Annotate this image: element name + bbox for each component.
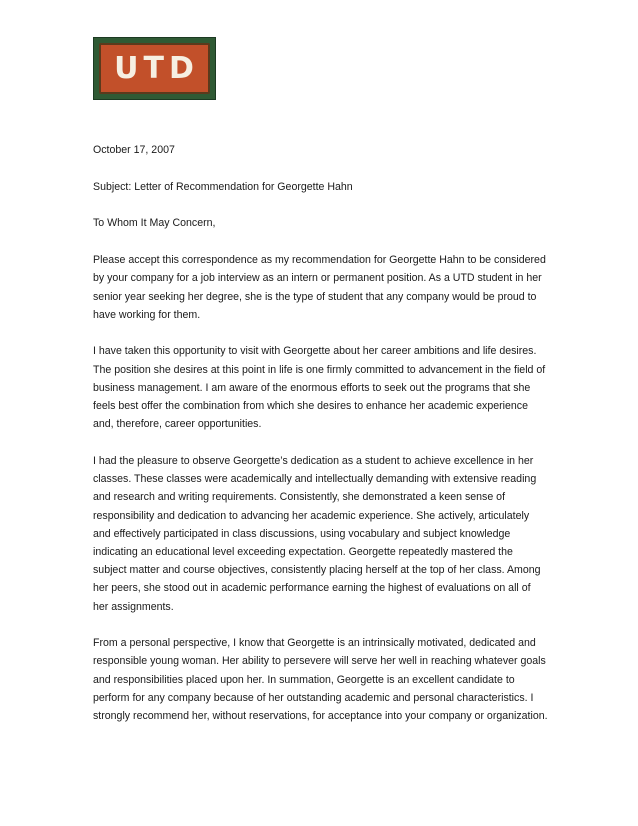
letter-salutation: To Whom It May Concern, [93,217,216,230]
letter-paragraph-2: I have taken this opportunity to visit with Georgette about her career ambitions and life desires. The position she desires at this point in life is one firmly committed to advancement in the field of business management. I am aware of the enormous efforts to seek out the programs that she feels best offer the combination from which she desires to enhance her academic experience and, therefore, career opportunities. [93,345,546,431]
letter-paragraph-4: From a personal perspective, I know that Georgette is an intrinsically motivated, dedicated and responsible young woman. Her ability to persevere will serve her well in reaching whatever goals and responsibilities placed upon her. In summation, Georgette is an excellent candidate to perform for any company because of her outstanding academic and personal characteristics. I strongly recommend her, without reservations, for acceptance into your company or organization. [93,637,548,723]
letter-date: October 17, 2007 [93,144,175,156]
letter-paragraph-1: Please accept this correspondence as my recommendation for Georgette Hahn to be considered by your company for a job interview as an intern or permanent position. As a UTD student in her senior year seeking her degree, she is the type of student that any company would be proud to have working for them. [93,254,546,321]
letter-body [93,141,548,744]
letter-subject: Subject: Letter of Recommendation for Georgette Hahn [93,180,353,193]
utd-logo-panel [99,43,210,94]
utd-logo [93,37,216,100]
letter-paragraph-3: I had the pleasure to observe Georgette’s dedication as a student to achieve excellence in her classes. These classes were academically and intellectually demanding with extensive reading and research and writing requirements. Consistently, she demonstrated a keen sense of responsibility and dedication to advancing her academic experience. She actively, articulately and effectively participated in class discussions, using vocabulary and subject knowledge indicating an educational level exceeding expectation. Georgette repeatedly mastered the subject matter and course objectives, consistently placing herself at the top of her class. Among her peers, she stood out in academic performance earning the highest of evaluations on all of her assignments. [93,454,541,613]
utd-logo-text: UTD [114,50,199,86]
